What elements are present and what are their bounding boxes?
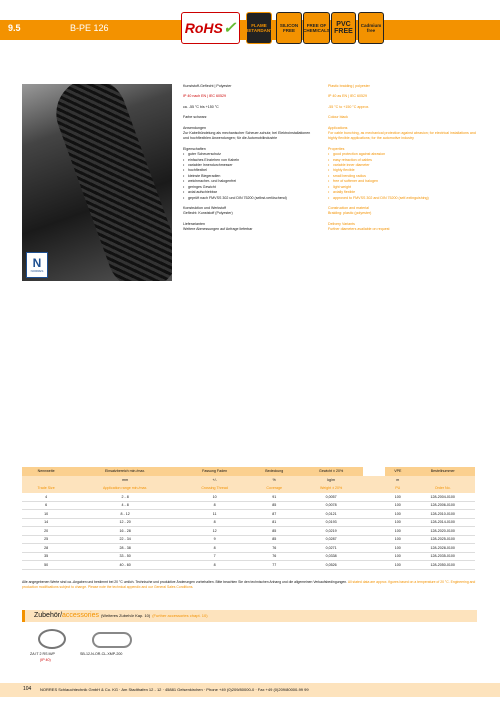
- property-item: • axial aufschiebbar: [183, 190, 311, 195]
- table-cell: 77: [249, 561, 299, 570]
- col-header: Coverage: [249, 484, 299, 493]
- temperature-de: ca. -55 °C bis +150 °C: [183, 104, 219, 109]
- property-item: • weichmacher- und halogenfrei: [183, 179, 311, 184]
- construction-heading-de: Konstruktion und Werkstoff: [183, 205, 227, 210]
- table-cell: 100: [385, 535, 410, 544]
- col-header: Application range min./max.: [70, 484, 180, 493]
- col-header: Nennweite: [22, 467, 70, 476]
- accessory-subcode: (IP 40): [40, 658, 51, 662]
- material-en: Plastic braiding | polyester: [328, 84, 370, 88]
- legal-note: [22, 580, 477, 590]
- note-de: Alle angegebenen Werte sind ca.-Angaben und bestimmt bei 20 °C umlich. Technische und produktive Änderungen vorbehalten. Bitte beachten Sie den technischen Anhang und die allgemeinen Verkaufsbedingungen.: [22, 580, 348, 584]
- table-cell: 28 - 38: [70, 544, 180, 553]
- unit-cell: mm: [70, 476, 180, 485]
- table-cell: 25: [22, 535, 70, 544]
- property-item: • free of softener and halogen: [328, 179, 478, 184]
- table-cell: 100: [385, 544, 410, 553]
- table-cell: 0,0526: [299, 561, 363, 570]
- applications-text-en: For cable bunching, as mechanical protection against abrasion; for electrical installations and highly flexible applications; for the automotive industry: [328, 131, 476, 141]
- col-header: Bedeckung: [249, 467, 299, 476]
- table-cell: 76: [249, 544, 299, 553]
- table-cell: 10: [180, 493, 249, 502]
- product-photo: [22, 84, 172, 281]
- table-cell: 10: [22, 510, 70, 519]
- table-cell: 100: [385, 552, 410, 561]
- tie-tool-image: [38, 629, 66, 649]
- table-cell: 7: [180, 552, 249, 561]
- col-header: VPE: [385, 467, 410, 476]
- property-item: • hochflexibel: [183, 168, 311, 173]
- ip-rating-en: IP 40 as EN | IEC 60529: [328, 94, 368, 99]
- table-row: [22, 527, 475, 536]
- ip-rating-de: IP 40 nach EN | IEC 60529: [183, 94, 227, 99]
- table-cell: 12 - 20: [70, 518, 180, 527]
- property-item: • guter Scheuerschutz: [183, 152, 311, 157]
- table-cell: 8: [180, 501, 249, 510]
- unit-cell: +/-: [180, 476, 249, 485]
- rohs-badge: RoHS ✓: [181, 12, 240, 44]
- col-header: Gewicht ± 20%: [299, 467, 363, 476]
- table-cell: 9: [180, 535, 249, 544]
- property-item: • light weight: [328, 185, 478, 190]
- property-item: • easy retraction of cables: [328, 158, 478, 163]
- footer-address: NORRES Schlauchtechnik GmbH & Co. KG · Am Stadthafen 12 - 12 · 45881 Gelsenkirchen · Phone +49 (0)209/80000-0 · Fax +49 (0)209/80000-99 99: [40, 687, 309, 692]
- table-cell: 2 - 8: [70, 493, 180, 502]
- col-header: PU: [385, 484, 410, 493]
- table-row: [22, 493, 475, 502]
- table-cell: 100: [385, 493, 410, 502]
- english-description: [328, 84, 478, 238]
- table-cell: 85: [249, 535, 299, 544]
- temperature-en: -55 °C to +150 °C approx.: [328, 104, 370, 109]
- table-header-de: [22, 467, 475, 476]
- property-item: • highly flexible: [328, 168, 478, 173]
- braided-sleeve-image: [46, 84, 172, 281]
- accessory-code: ZA IT 2 RS M/P: [30, 652, 55, 656]
- table-row: [22, 552, 475, 561]
- table-cell: 8: [180, 518, 249, 527]
- table-cell: 128-2014-0100: [411, 518, 476, 527]
- properties-heading-en: Properties: [328, 146, 345, 151]
- table-cell: 128-2010-0100: [411, 510, 476, 519]
- table-cell: 4: [22, 493, 70, 502]
- section-number: 9.5: [8, 23, 21, 33]
- table-cell: 128-2050-0100: [411, 561, 476, 570]
- table-cell: 100: [385, 510, 410, 519]
- table-row: [22, 510, 475, 519]
- silicon-free-badge: SILICON FREE: [276, 12, 302, 44]
- table-cell: 0,0271: [299, 544, 363, 553]
- chemicals-free-badge: FREE OF CHEMICALS: [303, 12, 330, 44]
- applications-heading-de: Anwendungen: [183, 125, 206, 130]
- property-item: • kleinste Biegeradien: [183, 174, 311, 179]
- col-header: Fassung Faden: [180, 467, 249, 476]
- german-description: [183, 84, 311, 238]
- accessories-title: Zubehör/accessories (Weiteres Zubehör Kap. 10) (Further accessories chapt. 10): [34, 612, 208, 619]
- unit-cell: [22, 476, 70, 485]
- property-item: • geprüft nach FMVSS 302 und DIN 75200 (selbst-verlöschend): [183, 196, 311, 201]
- table-cell: 0,0193: [299, 518, 363, 527]
- property-item: • variabler Innendurchmesser: [183, 163, 311, 168]
- table-row: [22, 501, 475, 510]
- table-cell: 0,0121: [299, 510, 363, 519]
- cadmium-free-badge: Cadmium free: [358, 12, 384, 44]
- table-cell: 35: [22, 552, 70, 561]
- table-row: [22, 544, 475, 553]
- col-header: Weight ± 20%: [299, 484, 363, 493]
- property-item: • good protection against abrasion: [328, 152, 478, 157]
- accessory-code: SB-12-N-OR-CL-XMP-200: [80, 652, 123, 656]
- construction-text-de: Geflecht: Kunststoff (Polyester): [183, 211, 233, 216]
- properties-list-de: [183, 152, 311, 201]
- property-item: • small bending radius: [328, 174, 478, 179]
- table-cell: 91: [249, 493, 299, 502]
- table-cell: 0,0078: [299, 501, 363, 510]
- table-cell: 50: [22, 561, 70, 570]
- table-body: [22, 493, 475, 570]
- unit-cell: m: [385, 476, 410, 485]
- delivery-heading-de: Lieferarianten: [183, 221, 205, 226]
- col-header: Order No.: [411, 484, 476, 493]
- note-en: All stated data are approx. figures based on a temperature of 20 °C. Engineering and production modifications subject to change. Please note the technical appendix and our General Sales Conditions.: [22, 580, 476, 589]
- table-cell: 128-2004-0100: [411, 493, 476, 502]
- table-cell: 128-2028-0100: [411, 544, 476, 553]
- colour-en: Colour black: [328, 115, 348, 120]
- delivery-text-en: Further diameters available on request: [328, 227, 390, 232]
- pvc-free-badge: PVC FREE: [331, 12, 356, 44]
- table-cell: 0,0219: [299, 527, 363, 536]
- table-cell: 8 - 12: [70, 510, 180, 519]
- table-cell: 8: [180, 544, 249, 553]
- table-cell: 22 - 34: [70, 535, 180, 544]
- unit-cell: %: [249, 476, 299, 485]
- table-header-en: [22, 484, 475, 493]
- table-cell: 128-2020-0100: [411, 527, 476, 536]
- property-item: • axially flexible: [328, 190, 478, 195]
- table-cell: 28: [22, 544, 70, 553]
- property-item: • einfaches Einziehen von Kabeln: [183, 158, 311, 163]
- table-row: [22, 535, 475, 544]
- construction-text-en: Braiding: plastic (polyester): [328, 211, 372, 216]
- colour-de: Farbe schwarz: [183, 115, 207, 120]
- table-cell: 12: [180, 527, 249, 536]
- table-cell: 33 - 50: [70, 552, 180, 561]
- unit-cell: kg/m: [299, 476, 363, 485]
- table-cell: 0,0287: [299, 535, 363, 544]
- table-cell: 100: [385, 527, 410, 536]
- col-header: Trade Size: [22, 484, 70, 493]
- table-cell: 16 - 28: [70, 527, 180, 536]
- applications-heading-en: Applications: [328, 125, 348, 130]
- table-cell: 128-2006-0100: [411, 501, 476, 510]
- table-row: [22, 561, 475, 570]
- table-cell: 40 - 60: [70, 561, 180, 570]
- table-row: [22, 518, 475, 527]
- table-cell: 128-2025-0100: [411, 535, 476, 544]
- material-de: Kunststoff-Geflecht | Polyester: [183, 84, 232, 88]
- table-cell: 14: [22, 518, 70, 527]
- hose-clamp-image: [92, 632, 132, 648]
- table-cell: 0,0057: [299, 493, 363, 502]
- page-header: [0, 0, 500, 56]
- table-units-row: [22, 476, 475, 485]
- property-item: • variable inner diameter: [328, 163, 478, 168]
- norres-logo: N NORRES: [26, 252, 48, 278]
- delivery-text-de: Weitere Abmessungen auf Anfrage lieferbar: [183, 227, 253, 232]
- table-cell: 81: [249, 518, 299, 527]
- page-number: 104: [23, 686, 32, 692]
- table-cell: 8: [180, 561, 249, 570]
- table-cell: 6: [22, 501, 70, 510]
- property-item: • geringes Gewicht: [183, 185, 311, 190]
- table-cell: 85: [249, 501, 299, 510]
- specification-table: [22, 467, 475, 570]
- delivery-heading-en: Delivery Variants: [328, 221, 355, 226]
- flame-retardant-badge: FLAME RETARDANT: [246, 12, 272, 44]
- table-cell: 20: [22, 527, 70, 536]
- properties-heading-de: Eigenschaften: [183, 146, 206, 151]
- table-cell: 87: [249, 510, 299, 519]
- unit-cell: [411, 476, 476, 485]
- product-code: B-PE 126: [70, 23, 109, 33]
- table-cell: 76: [249, 552, 299, 561]
- construction-heading-en: Construction and material: [328, 205, 369, 210]
- table-cell: 0,0338: [299, 552, 363, 561]
- table-cell: 128-2035-0100: [411, 552, 476, 561]
- applications-text-de: Zur Kabelbündelung als mechanischer Scheuer-schutz; bei Elektroinstallationen und hochflexiblen Anwendungen; für die Automobilindustrie: [183, 131, 311, 141]
- table-cell: 4 - 8: [70, 501, 180, 510]
- table-cell: 100: [385, 561, 410, 570]
- table-cell: 11: [180, 510, 249, 519]
- properties-list-en: [328, 152, 478, 201]
- table-cell: 100: [385, 501, 410, 510]
- table-cell: 85: [249, 527, 299, 536]
- col-header: Einsatzbereich min./max.: [70, 467, 180, 476]
- col-header: Crossing Thread: [180, 484, 249, 493]
- property-item: • approved to FMVSS 302 and DIN 75200 (self-extinguishing): [328, 196, 478, 201]
- table-cell: 100: [385, 518, 410, 527]
- col-header: Bestellnummer: [411, 467, 476, 476]
